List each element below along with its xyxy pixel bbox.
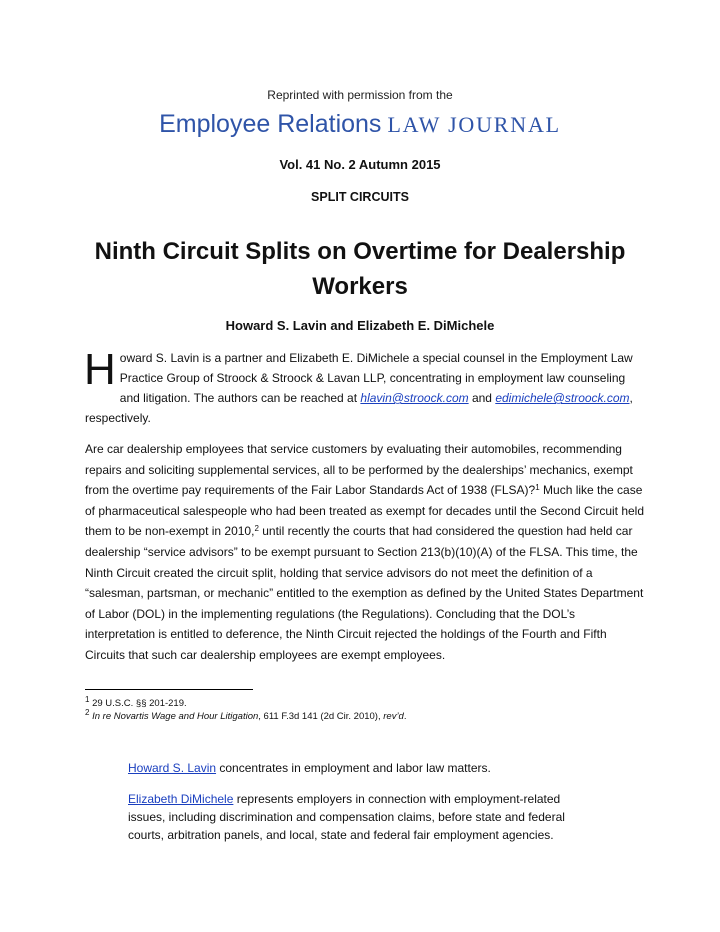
body-text-3: until recently the courts that had considered the question had held car dealership “service advisors” to be exempt pursuant to Section 213(b)(10)(A) of the FLSA. This time, the Ninth Circuit created the circuit split, holding that service advisors do not meet the definition of a “salesman, partsman, or mechanic” entitled to the exemption as defined by the United States Department of Labor (DOL) in the implementing regulations (the Regulations). Concluding that the DOL’s interpretation is entitled to deference, the Ninth Circuit rejected the holdings of the Fourth and Fifth Circuits that such car dealership employees are exempt employees. <box>85 524 644 662</box>
footnote-ref-1: 1 <box>535 483 540 493</box>
footnotes <box>85 697 645 723</box>
author-link-dimichele[interactable]: Elizabeth DiMichele <box>128 792 234 806</box>
body-text-1: Are car dealership employees that service customers by evaluating their automobiles, recommending repairs and soliciting supplemental services, all to be performed by the dealerships’ mechanics, exempt from the overtime pay requirements of the Fair Labor Standards Act of 1938 (FLSA)? <box>85 442 633 498</box>
bio-text-3: , respectively. <box>85 391 633 425</box>
journal-name-serif: LAW JOURNAL <box>387 112 561 137</box>
article-authors: Howard S. Lavin and Elizabeth E. DiMichele <box>225 318 495 333</box>
author-note-dimichele <box>128 790 580 844</box>
footnote-1-text: 29 U.S.C. §§ 201-219. <box>92 698 187 709</box>
footnote-2-end: . <box>403 711 407 722</box>
email-link-lavin[interactable]: hlavin@stroock.com <box>360 391 469 405</box>
author-note-lavin <box>128 759 598 777</box>
section-heading: SPLIT CIRCUITS <box>311 190 409 204</box>
footnote-2-case-name: In re Novartis Wage and Hour Litigation <box>92 711 259 722</box>
volume-line: Vol. 41 No. 2 Autumn 2015 <box>279 157 441 172</box>
bio-text-2: and <box>468 391 496 405</box>
body-paragraph <box>85 439 645 666</box>
journal-name-sans: Employee Relations <box>159 110 382 138</box>
footnote-1-number: 1 <box>85 695 90 704</box>
reprint-line: Reprinted with permission from the <box>267 88 453 102</box>
bio-text-1: oward S. Lavin is a partner and Elizabeth E. DiMichele a special counsel in the Employment Law Practice Group of Stroock & Stroock & Lavan LLP, concentrating in employment law counseling and litigation. The authors can be reached at <box>119 351 633 405</box>
footnote-ref-2: 2 <box>254 524 259 534</box>
email-link-dimichele[interactable]: edimichele@stroock.com <box>495 391 630 405</box>
author-note-lavin-text: concentrates in employment and labor law matters. <box>216 761 491 775</box>
author-bio <box>84 345 645 428</box>
footnote-2-citation: , 611 F.3d 141 (2d Cir. 2010), <box>258 711 384 722</box>
drop-cap: H <box>84 345 116 394</box>
article-title: Ninth Circuit Splits on Overtime for Dealership Workers <box>94 238 626 300</box>
footnote-2-reversed: rev’d <box>383 711 404 722</box>
footnote-2-number: 2 <box>85 708 90 717</box>
author-note-dimichele-text: represents employers in connection with employment-related issues, including discrimination and compensation claims, before state and federal courts, arbitration panels, and local, state and federal fair employment agencies. <box>128 792 565 842</box>
footnote-divider <box>85 689 253 690</box>
footnote-1 <box>85 697 645 710</box>
author-link-lavin[interactable]: Howard S. Lavin <box>128 761 217 775</box>
footnote-2 <box>85 710 645 723</box>
journal-name <box>0 110 720 139</box>
body-text-2: Much like the case of pharmaceutical salespeople who had been treated as exempt for decades until the Second Circuit held them to be non-exempt in 2010, <box>85 483 645 539</box>
